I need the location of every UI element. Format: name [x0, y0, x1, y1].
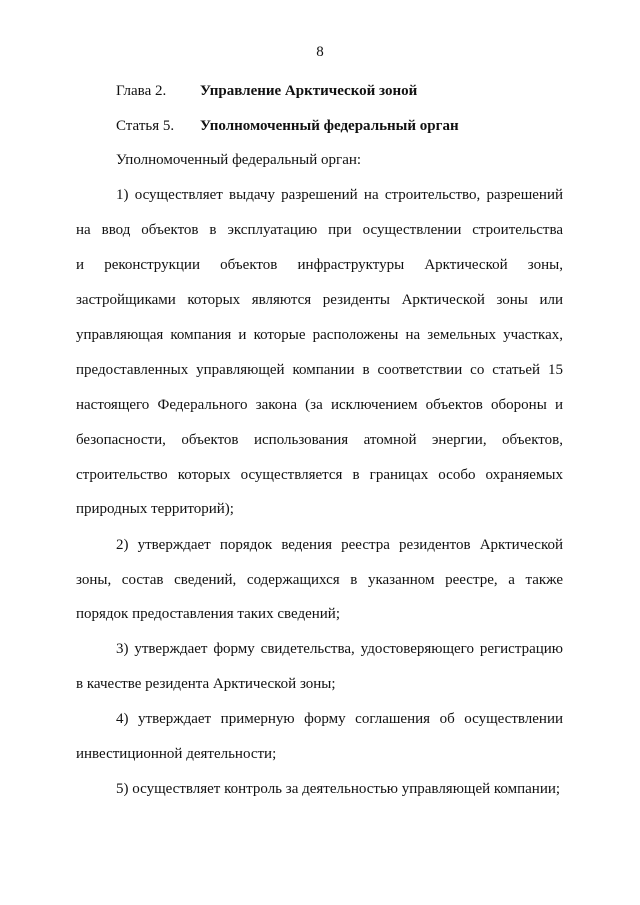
- item-1-line: настоящего Федерального закона (за исключением объектов обороны и: [76, 397, 563, 413]
- item-1-line: застройщиками которых являются резиденты Арктической зоны или: [76, 292, 563, 308]
- item-3-line: 3) утверждает форму свидетельства, удостоверяющего регистрацию: [116, 641, 563, 657]
- item-5-line: 5) осуществляет контроль за деятельностью управляющей компании;: [116, 781, 561, 797]
- article-label: Статья 5.: [116, 118, 175, 134]
- item-2-line: 2) утверждает порядок ведения реестра резидентов Арктической: [116, 537, 563, 553]
- item-2-line: зоны, состав сведений, содержащихся в указанном реестре, а также: [76, 572, 563, 588]
- item-1-line: предоставленных управляющей компании в соответствии со статьей 15: [76, 362, 563, 378]
- chapter-label: Глава 2.: [116, 83, 167, 99]
- article-title: Уполномоченный федеральный орган: [200, 118, 459, 134]
- item-1-line: на ввод объектов в эксплуатацию при осуществлении строительства: [76, 222, 563, 238]
- chapter-title: Управление Арктической зоной: [200, 83, 418, 99]
- item-2-line: порядок предоставления таких сведений;: [76, 606, 340, 622]
- item-4-line: инвестиционной деятельности;: [76, 746, 277, 762]
- article-heading: [116, 118, 459, 135]
- item-1-line: строительство которых осуществляется в границах особо охраняемых: [76, 467, 563, 483]
- item-1-line: и реконструкции объектов инфраструктуры Арктической зоны,: [76, 257, 563, 273]
- intro-paragraph: Уполномоченный федеральный орган:: [116, 152, 362, 168]
- item-3-line: в качестве резидента Арктической зоны;: [76, 676, 336, 692]
- page-number: 8: [316, 44, 324, 60]
- chapter-heading: [116, 83, 417, 100]
- item-4-line: 4) утверждает примерную форму соглашения об осуществлении: [116, 711, 563, 727]
- item-1-line: 1) осуществляет выдачу разрешений на строительство, разрешений: [116, 187, 563, 203]
- item-1-line: природных территорий);: [76, 501, 234, 517]
- item-1-line: безопасности, объектов использования атомной энергии, объектов,: [76, 432, 563, 448]
- item-1-line: управляющая компания и которые расположены на земельных участках,: [76, 327, 563, 343]
